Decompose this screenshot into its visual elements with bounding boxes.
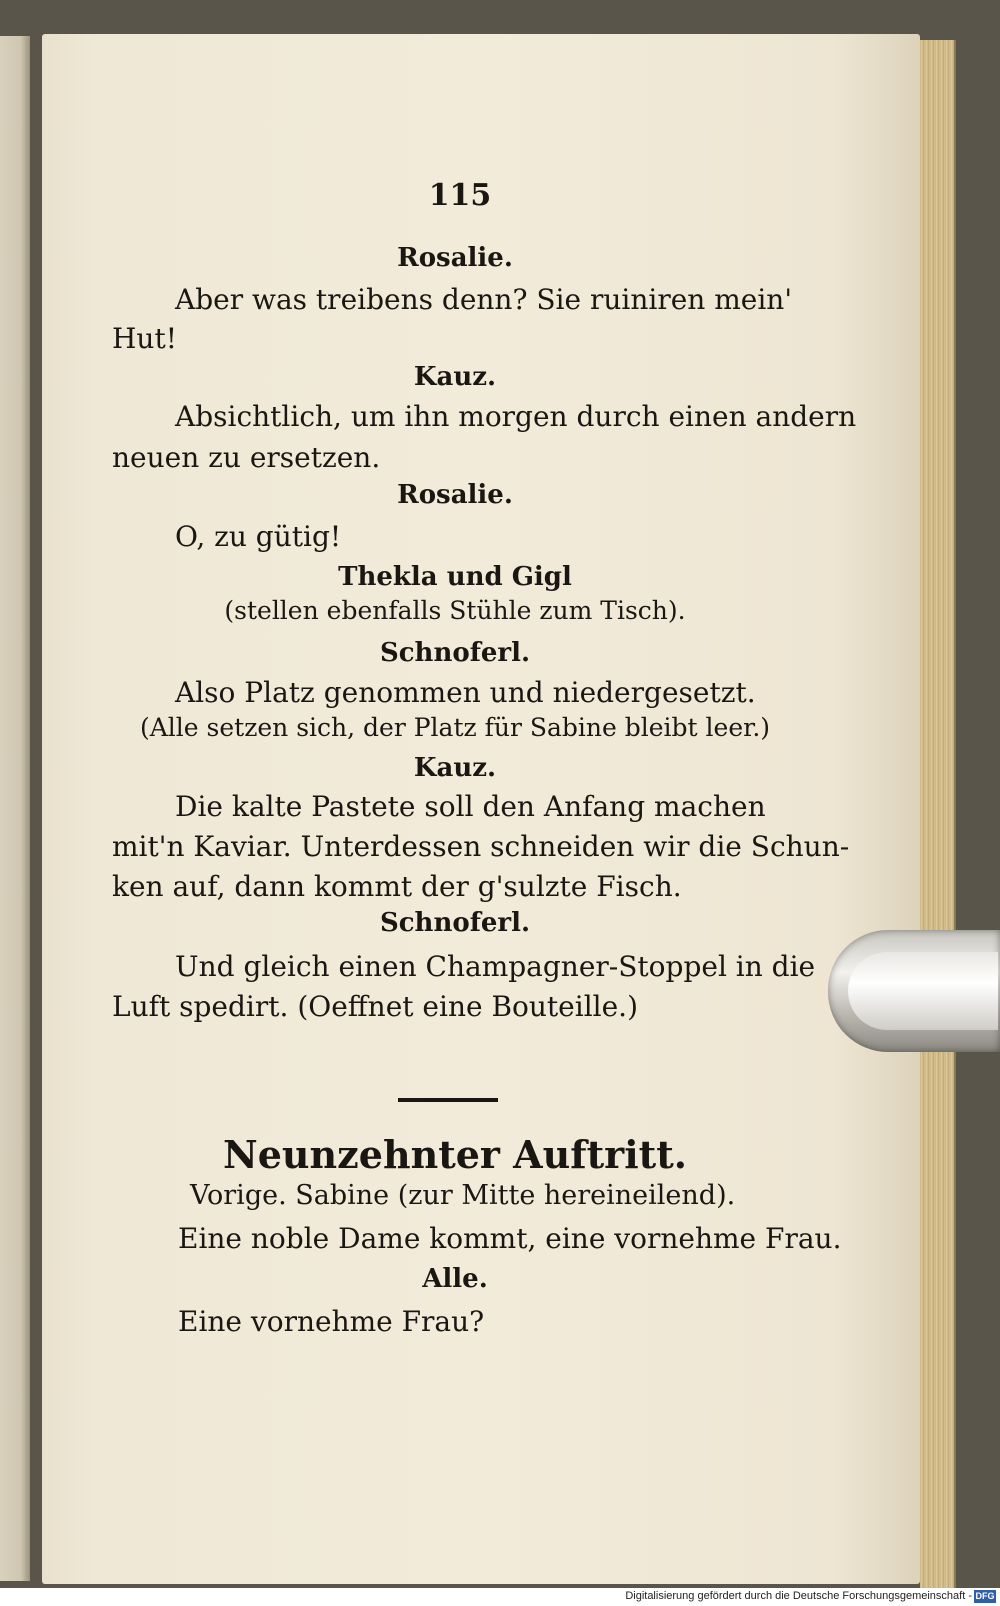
text-line: O, zu gütig! <box>175 520 342 553</box>
text-line: neuen zu ersetzen. <box>112 441 381 474</box>
text-line: Eine vornehme Frau? <box>178 1305 485 1338</box>
stage-direction: (Alle setzen sich, der Platz für Sabine bleibt leer.) <box>139 713 771 742</box>
page-stack-edge <box>920 40 956 1588</box>
stage-direction: (stellen ebenfalls Stühle zum Tisch). <box>224 596 686 625</box>
section-divider <box>398 1098 498 1102</box>
text-line: Also Platz genommen und niedergesetzt. <box>175 676 756 709</box>
speaker-name: Rosalie. <box>397 480 513 510</box>
left-page-edge <box>0 36 30 1581</box>
text-line: Hut! <box>112 322 177 355</box>
speaker-name: Schnoferl. <box>379 638 531 668</box>
speaker-name: Alle. <box>422 1264 488 1294</box>
speaker-name: Kauz. <box>413 753 497 783</box>
text-line: Eine noble Dame kommt, eine vornehme Frau. <box>178 1222 842 1255</box>
text-line: mit'n Kaviar. Unterdessen schneiden wir die Schun- <box>112 830 850 863</box>
scene-heading: Neunzehnter Auftritt. <box>223 1132 687 1177</box>
text-line: Vorige. Sabine (zur Mitte hereineilend). <box>190 1180 736 1211</box>
page-number: 115 <box>428 178 492 213</box>
footer-bar <box>0 1588 1000 1606</box>
text-line: Und gleich einen Champagner-Stoppel in die <box>175 950 816 983</box>
text-line: ken auf, dann kommt der g'sulzte Fisch. <box>112 870 682 903</box>
speaker-name: Kauz. <box>413 362 497 392</box>
speaker-name: Schnoferl. <box>379 908 531 938</box>
page-clip <box>828 930 1000 1052</box>
text-line: Aber was treibens denn? Sie ruiniren mein' <box>175 283 793 316</box>
speaker-name: Thekla und Gigl <box>338 562 572 592</box>
text-line: Die kalte Pastete soll den Anfang machen <box>175 790 766 823</box>
speaker-name: Rosalie. <box>397 243 513 273</box>
dfg-logo: DFG <box>975 1591 995 1601</box>
footer-credit: Digitalisierung gefördert durch die Deutsche Forschungsgemeinschaft - <box>625 1590 972 1602</box>
text-line: Absichtlich, um ihn morgen durch einen andern <box>175 400 857 433</box>
text-line: Luft spedirt. (Oeffnet eine Bouteille.) <box>112 990 638 1023</box>
